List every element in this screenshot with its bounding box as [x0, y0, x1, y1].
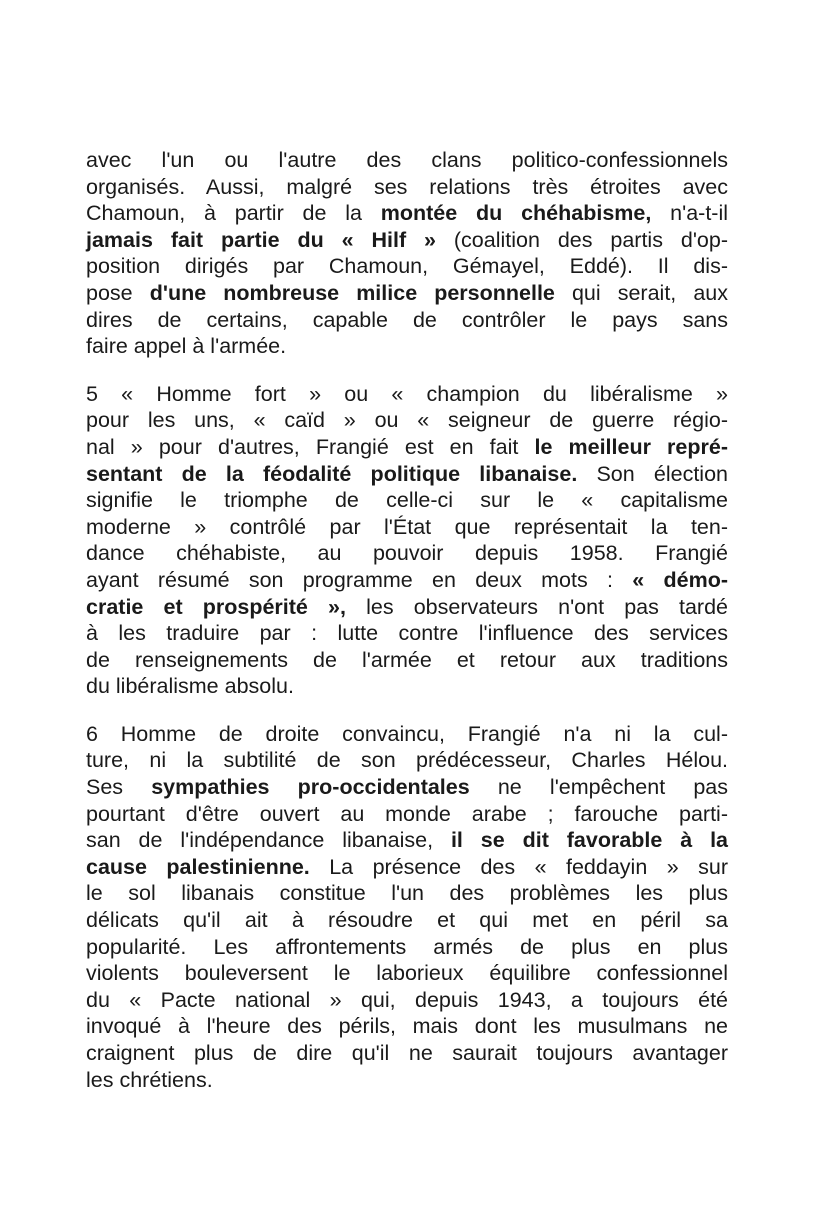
bold-text-run: il se dit favorable à la: [450, 828, 728, 853]
text-line: [86, 514, 728, 541]
text-run: invoqué à l'heure des périls, mais dont les musulmans ne: [86, 1014, 728, 1039]
text-run: nal » pour d'autres, Frangié est en fait: [86, 434, 535, 459]
bold-text-run: cratie et prospérité »,: [86, 594, 346, 619]
text-run: Son élection: [577, 461, 728, 486]
text-line: [86, 721, 728, 748]
paragraph-1: [86, 147, 728, 360]
text-run: popularité. Les affrontements armés de plus en plus: [86, 934, 728, 959]
text-line: [86, 1040, 728, 1067]
text-run: de renseignements de l'armée et retour aux traditions: [86, 647, 728, 672]
text-line: [86, 407, 728, 434]
paragraph-3: [86, 721, 728, 1093]
text-run: à les traduire par : lutte contre l'influence des services: [86, 621, 728, 646]
text-line: [86, 620, 728, 647]
text-run: qui serait, aux: [554, 280, 728, 305]
text-run: faire appel à l'armée.: [86, 334, 287, 359]
text-run: pourtant d'être ouvert au monde arabe ; farouche parti-: [86, 801, 728, 826]
text-run: les chrétiens.: [86, 1067, 213, 1092]
text-line: [86, 747, 728, 774]
text-line: [86, 934, 728, 961]
text-run: 5 « Homme fort » ou « champion du libéralisme »: [86, 381, 728, 406]
text-run: les observateurs n'ont pas tardé: [345, 594, 728, 619]
text-line: [86, 987, 728, 1014]
text-line: [86, 960, 728, 987]
text-run: délicats qu'il ait à résoudre et qui met en péril sa: [86, 908, 728, 933]
bold-text-run: le meilleur repré-: [534, 434, 728, 459]
bold-text-run: jamais fait partie du « Hilf »: [86, 227, 436, 252]
text-line: [86, 381, 728, 408]
text-line: [86, 333, 728, 360]
bold-text-run: « démo-: [632, 567, 728, 592]
text-line: [86, 487, 728, 514]
text-line: [86, 200, 728, 227]
text-run: Chamoun, à partir de la: [86, 201, 381, 226]
text-line: [86, 174, 728, 201]
text-line: [86, 1067, 728, 1094]
text-line: [86, 567, 728, 594]
text-run: du « Pacte national » qui, depuis 1943, a toujours été: [86, 987, 728, 1012]
text-run: dance chéhabiste, au pouvoir depuis 1958. Frangié: [86, 541, 728, 566]
text-run: ne l'empêchent pas: [469, 775, 728, 800]
bold-text-run: d'une nombreuse milice personnelle: [149, 280, 555, 305]
text-run: avec l'un ou l'autre des clans politico-confessionnels: [86, 148, 728, 172]
text-line: [86, 827, 728, 854]
text-line: [86, 774, 728, 801]
text-line: [86, 253, 728, 280]
paragraph-2: [86, 381, 728, 700]
text-line: [86, 461, 728, 488]
text-run: pose: [86, 280, 150, 305]
text-line: [86, 673, 728, 700]
text-run: 6 Homme de droite convaincu, Frangié n'a ni la cul-: [86, 721, 728, 746]
text-line: [86, 540, 728, 567]
text-run: craignent plus de dire qu'il ne saurait toujours avantager: [86, 1041, 728, 1065]
text-line: [86, 880, 728, 907]
text-run: san de l'indépendance libanaise,: [86, 828, 451, 853]
text-run: le sol libanais constitue l'un des problèmes les plus: [86, 881, 728, 906]
text-run: signifie le triomphe de celle-ci sur le « capitalisme: [86, 488, 728, 513]
text-line: [86, 594, 728, 621]
text-line: [86, 147, 728, 174]
text-run: (coalition des partis d'op-: [435, 227, 728, 252]
text-run: Ses: [86, 775, 152, 800]
text-line: [86, 647, 728, 674]
bold-text-run: sympathies pro-occidentales: [151, 775, 470, 800]
text-line: [86, 280, 728, 307]
bold-text-run: sentant de la féodalité politique libanaise.: [86, 461, 578, 486]
bold-text-run: cause palestinienne.: [86, 854, 310, 879]
text-run: position dirigés par Chamoun, Gémayel, Eddé). Il dis-: [86, 254, 728, 279]
text-line: [86, 801, 728, 828]
text-line: [86, 434, 728, 461]
bold-text-run: montée du chéhabisme,: [380, 201, 652, 226]
text-run: du libéralisme absolu.: [86, 674, 294, 699]
text-run: pour les uns, « caïd » ou « seigneur de guerre régio-: [86, 408, 728, 433]
text-run: n'a-t-il: [651, 201, 729, 226]
text-line: [86, 307, 728, 334]
text-run: ayant résumé son programme en deux mots :: [86, 567, 633, 592]
text-line: [86, 227, 728, 254]
text-run: La présence des « feddayin » sur: [309, 854, 728, 879]
text-run: violents bouleversent le laborieux équilibre confessionnel: [86, 961, 728, 986]
text-line: [86, 854, 728, 881]
text-run: moderne » contrôlé par l'État que représentait la ten-: [86, 514, 728, 539]
text-run: organisés. Aussi, malgré ses relations très étroites avec: [86, 174, 728, 199]
text-line: [86, 907, 728, 934]
text-run: ture, ni la subtilité de son prédécesseur, Charles Hélou.: [86, 748, 728, 773]
document-page: [86, 147, 728, 1093]
text-run: dires de certains, capable de contrôler le pays sans: [86, 307, 728, 332]
text-line: [86, 1013, 728, 1040]
